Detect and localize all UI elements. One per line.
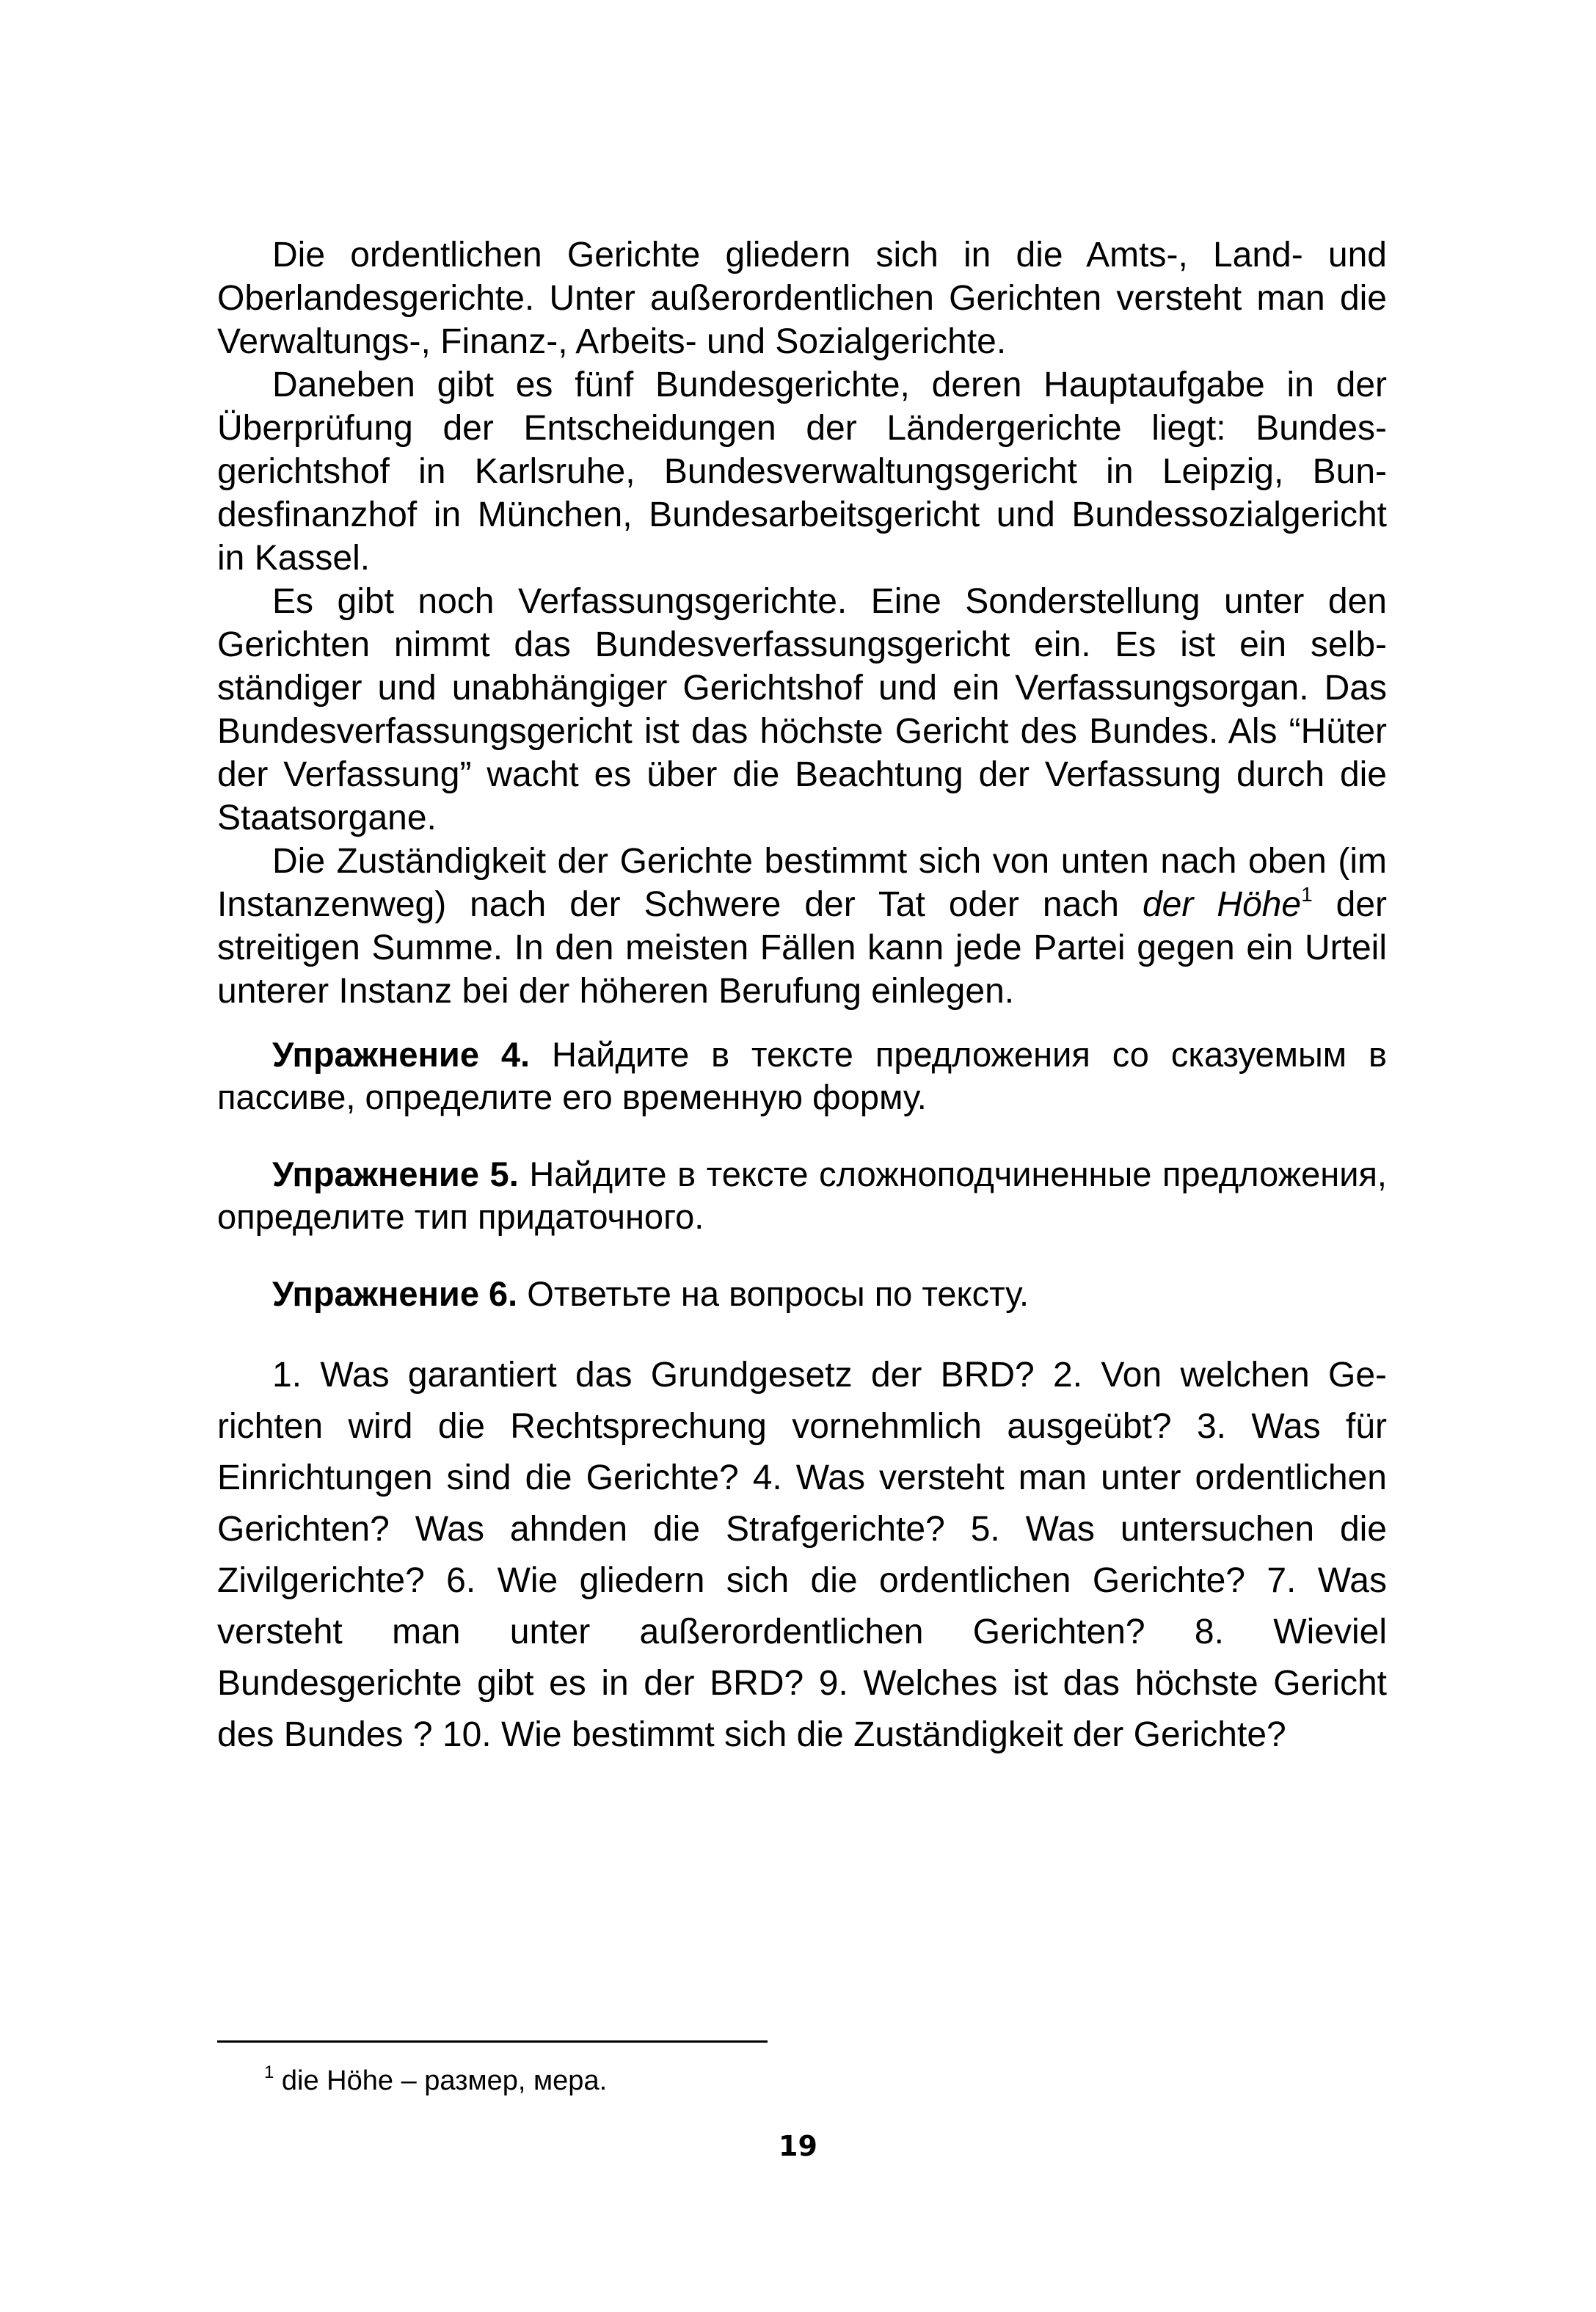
footnote-reference: 1 [1301,883,1313,906]
page-number: 19 [779,2130,817,2162]
paragraph-jurisdiction-end: der streitigen Summe. In den meisten Fällen kann jede Partei gegen ein Urteil unterer Instanz bei der höheren Berufung einlegen. [217,885,1387,1011]
paragraph-federal-courts: Daneben gibt es fünf Bundesgerichte, deren Hauptaufgabe in der Überprüfung der Entscheidungen der Ländergerichte liegt: Bundesgerichtshof in Karlsruhe, Bundesverwaltungsgericht in Leipzig, Bundesfinanzhof in München, Bundesarbeitsgericht und Bundessozialgericht in Kassel. [217,366,1387,578]
exercise-5 [217,1153,1387,1238]
paragraph-courts-structure: Die ordentlichen Gerichte gliedern sich in die Amts-, Land- und Oberlandesgerichte. Unter außerordentlichen Gerichten versteht man die Verwaltungs-, Finanz-, Arbeits- und Sozialgerichte. [217,236,1387,361]
footnote-text: die Höhe – размер, мера. [274,2065,608,2096]
paragraph-constitutional-court: Es gibt noch Verfassungsgerichte. Eine Sonderstellung unter den Gerichten nimmt das Bundesverfassungsgericht ein. Es ist ein selbständiger und unabhängiger Gerichtshof und ein Verfassungsorgan. Das Bundesverfassungsgericht ist das höchste Gericht des Bundes. Als “Hüter der Verfassung” wacht es über die Beachtung der Verfassung durch die Staatsorgane. [217,582,1387,837]
exercise-6-text: Ответьте на вопросы по тексту. [517,1274,1030,1313]
question-list: 1. Was garantiert das Grundgesetz der BRD? 2. Von welchen Gerichten wird die Rechtsprechung vornehmlich ausgeübt? 3. Was für Einrichtungen sind die Gerichte? 4. Was versteht man unter ordentlichen Gerichten? Was ahnden die Strafgerichte? 5. Was untersuchen die Zivilgerichte? 6. Wie gliedern sich die ordentlichen Gerichte? 7. Was versteht man unter außerordentlichen Gerichten? 8. Wieviel Bundesgerichte gibt es in der BRD? 9. Welches ist das höchste Gericht des Bundes ? 10. Wie bestimmt sich die Zuständigkeit der Gerichte? [217,1356,1387,1754]
exercise-5-text: Найдите в тексте сложноподчиненные предложения, определите тип придаточного. [217,1155,1387,1236]
exercise-5-label: Упражнение 5. [272,1155,519,1193]
exercise-4 [217,1033,1387,1119]
footnote [264,2064,607,2098]
exercise-4-label: Упражнение 4. [272,1035,531,1074]
footnote-mark: 1 [264,2062,274,2082]
exercise-6 [217,1273,1387,1315]
paragraph-jurisdiction-start: Die Zuständigkeit der Gerichte bestimmt sich von unten nach oben (im Instanzenweg) nach der Schwere der Tat oder nach [217,842,1387,924]
footnote-divider [217,2040,768,2043]
italic-term: der Höhe [1142,885,1302,924]
paragraph-jurisdiction [217,840,1387,1013]
page-body [217,233,1387,1796]
exercise-6-label: Упражнение 6. [272,1274,518,1313]
exercise-4-text: Найдите в тексте предложения со сказуемым в пассиве, определите его временную форму. [217,1035,1387,1116]
